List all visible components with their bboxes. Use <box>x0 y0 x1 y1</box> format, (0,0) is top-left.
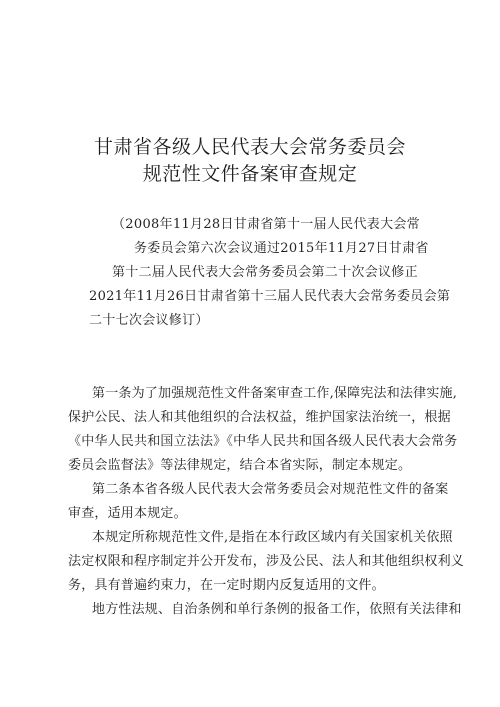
revision-note-line: （2008年11月28日甘肃省第十一届人民代表大会常 <box>112 217 420 232</box>
regulation-filing-paragraph-text: 地方性法规、自治条例和单行条例的报备工作，依照有关法律和 <box>92 602 462 617</box>
article-2-text: 第二条本省各级人民代表大会常务委员会对规范性文件的备案 <box>92 482 449 497</box>
definition-paragraph-text: 法定权限和程序制定并公开发布，涉及公民、法人和其他组织权利义 <box>68 554 465 569</box>
article-1-text: 《中华人民共和国立法法》《中华人民共和国各级人民代表大会常务 <box>68 434 458 449</box>
article-1-text: 第一条为了加强规范性文件备案审查工作,保障宪法和法律实施, <box>92 386 458 401</box>
revision-note-line: 务委员会第六次会议通过2015年11月27日甘肃省 <box>134 241 429 256</box>
article-2-text: 审查，适用本规定。 <box>68 506 187 521</box>
article-1-text: 委员会监督法》等法律规定，结合本省实际，制定本规定。 <box>68 458 412 473</box>
article-1-text: 保护公民、法人和其他组织的合法权益，维护国家法治统一，根据 <box>68 410 451 425</box>
revision-note-line: 二十七次会议修订） <box>89 313 209 328</box>
revision-note-line: 第十二届人民代表大会常务委员会第二十次会议修正 <box>112 265 418 280</box>
definition-paragraph-text: 务，具有普遍约束力，在一定时期内反复适用的文件。 <box>68 578 385 593</box>
document-title-line-2: 规范性文件备案审查规定 <box>142 163 358 185</box>
document-title-line-1: 甘肃省各级人民代表大会常务委员会 <box>93 136 406 158</box>
revision-note-line: 2021年11月26日甘肃省第十三届人民代表大会常务委员会第 <box>89 289 451 304</box>
definition-paragraph-text: 本规定所称规范性文件,是指在本行政区域内有关国家机关依照 <box>92 530 453 545</box>
